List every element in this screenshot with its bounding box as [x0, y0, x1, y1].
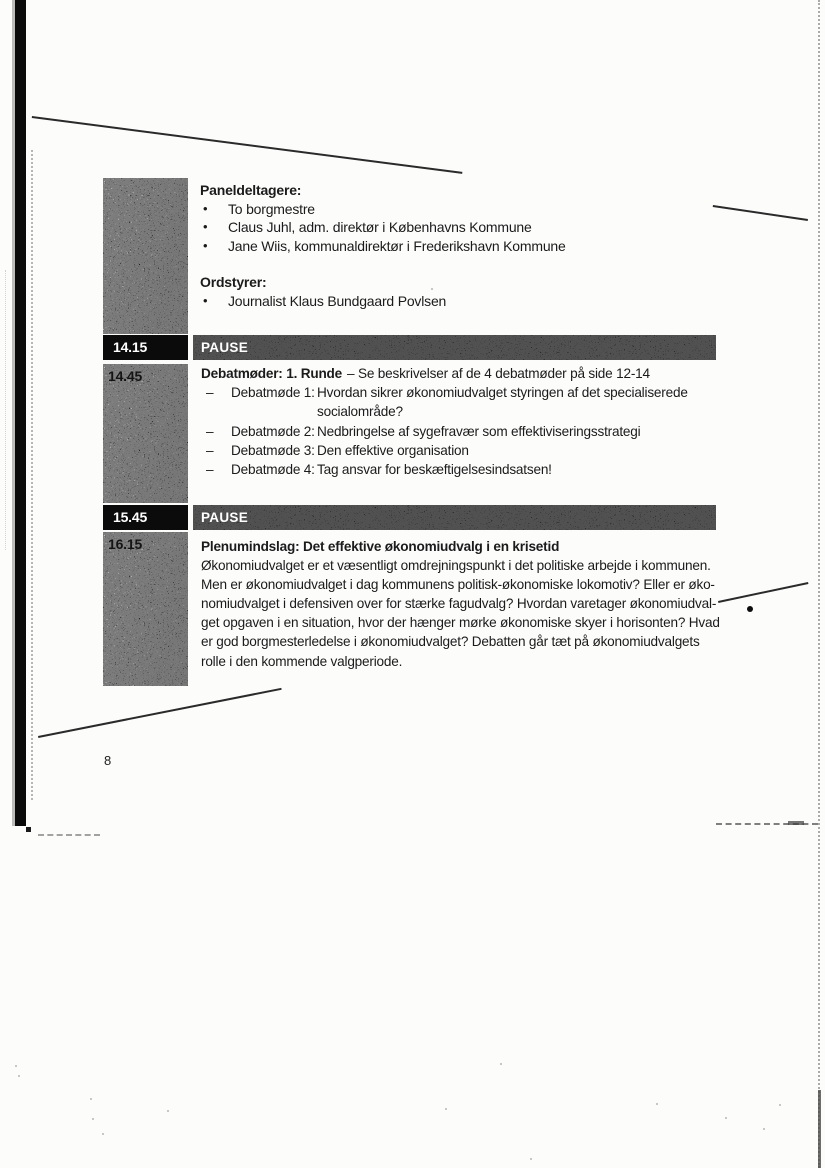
agenda-item: [201, 460, 726, 479]
bullet-icon: •: [203, 219, 208, 235]
scan-speckle: [656, 1103, 658, 1105]
agenda-item-label: Debatmøde 3:: [231, 442, 315, 458]
scan-speckle: [18, 1075, 20, 1077]
agenda-item-line: socialområde?: [317, 404, 403, 420]
agenda-item: [201, 422, 726, 441]
session-debates: [201, 364, 726, 479]
dash-icon: –: [206, 462, 214, 478]
noise-texture: [103, 532, 188, 686]
scan-fold-line-top: [32, 116, 463, 173]
agenda-item-text: [317, 441, 726, 460]
panel-heading: Paneldeltagere:: [200, 182, 302, 198]
list-item: [200, 218, 740, 237]
pause-label: PAUSE: [201, 340, 249, 355]
scan-speckle: [445, 1108, 447, 1110]
body-line: Men er økonomiudvalget i dag kommunens politisk-økonomiske lokomotiv? Eller er øko-: [201, 577, 715, 593]
noise-block: [103, 364, 188, 503]
scan-speckle: [530, 1158, 532, 1160]
list-item: [200, 292, 740, 311]
agenda-item-label: Debatmøde 4:: [231, 462, 315, 478]
scan-left-dotted-line: [31, 150, 33, 800]
moderator-heading: Ordstyrer:: [200, 274, 267, 291]
body-line: get opgaven i en situation, hvor der hænger mørke økonomiske skyer i horisonten? Hvad: [201, 615, 720, 631]
body-line: Økonomiudvalget er et væsentligt omdrejningspunkt i det politiske arbejde i kommunen.: [201, 558, 711, 574]
scan-speckle: [167, 1110, 169, 1112]
panel-item-text: To borgmestre: [228, 200, 315, 217]
agenda-item-label: Debatmøde 1:: [231, 385, 315, 401]
agenda-item-line: Den effektive organisation: [317, 442, 469, 458]
scan-far-left-dotted-line: [5, 270, 6, 550]
noise-texture: [193, 335, 716, 360]
agenda-item-text: [317, 422, 726, 441]
scan-right-edge-solid: [818, 1090, 821, 1168]
body-line: rolle i den kommende valgperiode.: [201, 653, 403, 669]
noise-block: [103, 178, 188, 334]
time-label: 15.45: [113, 509, 148, 525]
time-label: 14.45: [108, 368, 143, 384]
scan-speckle: [779, 1104, 781, 1106]
body-line: er god borgmesterledelse i økonomiudvalget? Debatten går tæt på økonomiudvalgets: [201, 634, 700, 650]
agenda-item-line: Hvordan sikrer økonomiudvalget styringen af det specialiserede: [317, 385, 688, 401]
bullet-icon: •: [203, 292, 208, 308]
time-cell: [103, 505, 188, 530]
scan-dashed-line-left: [38, 834, 100, 836]
scan-speckle: [15, 1065, 17, 1067]
scan-speckle: [500, 1063, 502, 1065]
ink-dot: [747, 606, 753, 612]
scan-left-black-bar: [15, 0, 26, 826]
body-line: nomiudvalget i defensiven over for stærke fagudvalg? Hvordan varetager økonomiudval-: [201, 596, 717, 612]
agenda-item-line: Nedbringelse af sygefravær som effektiviseringsstrategi: [317, 423, 641, 439]
pause-label: PAUSE: [201, 510, 249, 525]
pause-bar: [193, 335, 716, 360]
panel-item-text: Claus Juhl, adm. direktør i Københavns Kommune: [228, 219, 532, 236]
agenda-item-label: Debatmøde 2:: [231, 423, 315, 439]
time-cell: [103, 335, 188, 360]
agenda-item-line: Tag ansvar for beskæftigelsesindsatsen!: [317, 462, 552, 478]
dash-icon: –: [206, 385, 214, 401]
list-item: [200, 200, 740, 219]
bullet-icon: •: [203, 200, 208, 216]
scan-left-bar-foot: [26, 827, 31, 832]
scan-speckle: [90, 1098, 92, 1100]
noise-texture: [193, 505, 716, 530]
agenda-item: [201, 441, 726, 460]
scan-speckle: [725, 1117, 727, 1119]
panel-section: [200, 181, 740, 311]
dash-icon: –: [206, 442, 214, 458]
dash-icon: –: [206, 423, 214, 439]
agenda-item: [201, 383, 726, 421]
agenda-item-text: [317, 460, 726, 479]
page-number: 8: [104, 753, 112, 768]
session-plenary: [201, 537, 729, 671]
scan-speckle: [92, 1118, 94, 1120]
scan-fold-line-mid-right: [718, 582, 808, 603]
noise-texture: [103, 364, 188, 503]
list-item: [200, 237, 740, 256]
session-title-bold: Debatmøder: 1. Runde: [201, 366, 343, 381]
pause-bar: [193, 505, 716, 530]
scan-speckle: [102, 1133, 104, 1135]
moderator-item-text: Journalist Klaus Bundgaard Povlsen: [228, 292, 447, 309]
time-label: 14.15: [113, 339, 148, 355]
noise-texture: [103, 178, 188, 334]
scan-speckle: [763, 1128, 765, 1130]
noise-block: [103, 532, 188, 686]
scan-dash-blob: [788, 821, 804, 825]
session-title: [201, 364, 726, 383]
agenda-item-text: [317, 383, 726, 421]
bullet-icon: •: [203, 237, 208, 253]
session-title-rest: – Se beskrivelser af de 4 debatmøder på side 12-14: [347, 366, 650, 381]
session-title: Plenumindslag: Det effektive økonomiudvalg i en krisetid: [201, 539, 560, 554]
panel-item-text: Jane Wiis, kommunaldirektør i Frederikshavn Kommune: [228, 237, 566, 254]
scan-right-edge-dotted: [818, 0, 820, 1168]
scan-fold-line-bottom-left: [38, 688, 282, 738]
time-label: 16.15: [108, 536, 143, 552]
